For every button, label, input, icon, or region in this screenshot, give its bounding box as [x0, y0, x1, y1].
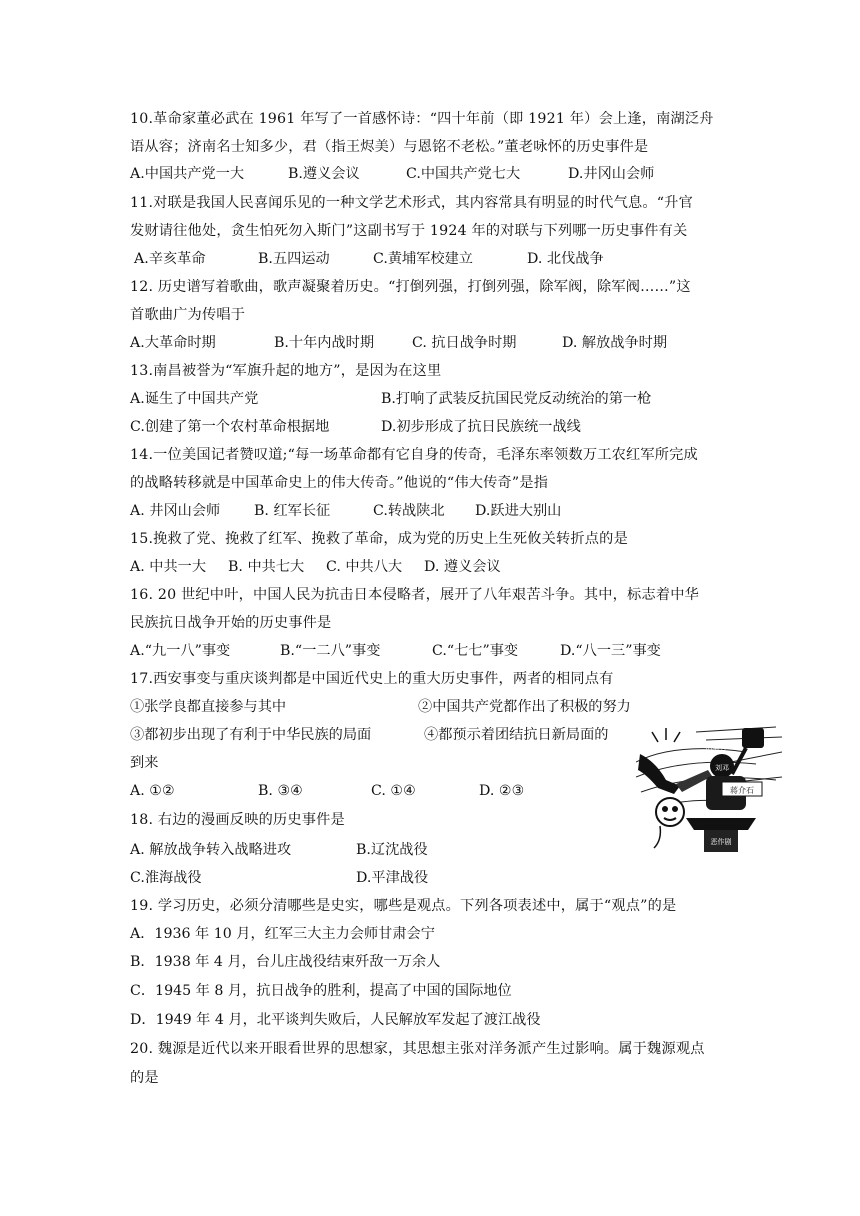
q16-option-b: B.“一二八”事变: [280, 643, 381, 659]
q17-option-b: B. ③④: [258, 783, 303, 799]
q13-stem-line1: 13.南昌被誉为“军旗升起的地方”，是因为在这里: [130, 363, 442, 379]
q15-option-c: C. 中共八大: [326, 559, 403, 575]
q17-stem-line1: 17.西安事变与重庆谈判都是中国近代史上的重大历史事件，两者的相同点有: [130, 671, 614, 687]
q19-option-b: B．1938 年 4 月，台儿庄战役结束歼敌一万余人: [130, 954, 441, 970]
q11-stem-line1: 11.对联是我国人民喜闻乐见的一种文学艺术形式，其内容常具有明显的时代气息。“升官: [130, 195, 693, 211]
q17-statement-4-cont: 到来: [130, 755, 159, 771]
q17-statement-3: ③都初步出现了有利于中华民族的局面: [130, 727, 372, 743]
q17-statement-1: ①张学良都直接参与其中: [130, 699, 287, 715]
q16-stem-line2: 民族抗日战争开始的历史事件是: [130, 615, 332, 631]
q17-statement-4: ④都预示着团结抗日新局面的: [424, 727, 609, 743]
q13-option-b: B.打响了武装反抗国民党反动统治的第一枪: [381, 391, 652, 407]
q12-option-d: D. 解放战争时期: [562, 335, 668, 351]
q14-option-c: C.转战陕北: [373, 503, 445, 519]
q12-stem-line2: 首歌曲广为传唱于: [130, 307, 246, 323]
q19-stem-line1: 19. 学习历史，必须分清哪些是史实，哪些是观点。下列各项表述中，属于“观点”的是: [130, 898, 677, 914]
cartoon-drawing: [636, 722, 782, 856]
q19-option-a: A．1936 年 10 月，红军三大主力会师甘肃会宁: [130, 926, 435, 942]
q10-option-a: A.中国共产党一大: [130, 166, 245, 182]
q14-option-a: A. 井冈山会师: [130, 503, 221, 519]
cartoon-label-mid: 刘邓: [715, 764, 729, 772]
q11-stem-line2: 发财请往他处，贪生怕死勿入斯门”这副书写于 1924 年的对联与下列哪一历史事件有关: [130, 223, 688, 239]
q15-option-b: B. 中共七大: [228, 559, 305, 575]
q17-option-c: C. ①④: [371, 783, 416, 799]
q14-stem-line2: 的战略转移就是中国革命史上的伟大传奇。”他说的“伟大传奇”是指: [130, 475, 549, 491]
cartoon-label-bottom: 恶作剧: [710, 838, 732, 846]
cartoon-label-chiang: 蒋介石: [730, 786, 754, 795]
q10-option-d: D.井冈山会师: [568, 166, 655, 182]
q10-option-c: C.中国共产党七大: [406, 166, 521, 182]
q15-stem-line1: 15.挽救了党、挽救了红军、挽救了革命，成为党的历史上生死攸关转折点的是: [130, 531, 628, 547]
q17-option-d: D. ②③: [479, 783, 525, 799]
q17-statement-2: ②中国共产党都作出了积极的努力: [418, 699, 631, 715]
q18-option-c: C.淮海战役: [130, 870, 202, 886]
q16-option-a: A.“九一八”事变: [130, 643, 231, 659]
q18-option-a: A. 解放战争转入战略进攻: [130, 842, 292, 858]
q17-option-a: A. ①②: [130, 783, 175, 799]
q15-option-d: D. 遵义会议: [424, 559, 501, 575]
q11-option-c: C.黄埔军校建立: [373, 251, 473, 267]
q18-option-d: D.平津战役: [356, 870, 429, 886]
q13-option-a: A.诞生了中国共产党: [130, 391, 259, 407]
q12-option-a: A.大革命时期: [130, 335, 216, 351]
q12-option-c: C. 抗日战争时期: [412, 335, 517, 351]
q10-stem-line1: 10.革命家董必武在 1961 年写了一首感怀诗：“四十年前（即 1921 年）会上逢，南湖泛舟: [130, 111, 714, 127]
q10-stem-line2: 语从容；济南名士知多少，君（指王烬美）与恩铭不老松。”董老咏怀的历史事件是: [130, 139, 649, 155]
q11-option-d: D. 北伐战争: [527, 251, 604, 267]
q13-option-c: C.创建了第一个农村革命根据地: [130, 419, 330, 435]
q14-option-b: B. 红军长征: [254, 503, 331, 519]
q11-option-b: B.五四运动: [258, 251, 330, 267]
q19-option-c: C．1945 年 8 月，抗日战争的胜利，提高了中国的国际地位: [130, 983, 512, 999]
q18-stem-line1: 18. 右边的漫画反映的历史事件是: [130, 812, 345, 828]
q14-stem-line1: 14.一位美国记者赞叹道;“每一场革命都有它自身的传奇，毛泽东率领数万工农红军所完成: [130, 447, 698, 463]
q19-option-d: D．1949 年 4 月，北平谈判失败后，人民解放军发起了渡江战役: [130, 1012, 541, 1028]
q12-option-b: B.十年内战时期: [274, 335, 375, 351]
q15-option-a: A. 中共一大: [130, 559, 207, 575]
q10-option-b: B.遵义会议: [288, 166, 360, 182]
q18-option-b: B.辽沈战役: [356, 842, 428, 858]
q12-stem-line1: 12. 历史谱写着歌曲，歌声凝聚着历史。“打倒列强，打倒列强，除军阀，除军阀……”这: [130, 279, 691, 295]
q11-option-a: A.辛亥革命: [134, 251, 206, 267]
q16-stem-line1: 16. 20 世纪中叶，中国人民为抗击日本侵略者，展开了八年艰苦斗争。其中，标志着中华: [130, 587, 699, 603]
q13-option-d: D.初步形成了抗日民族统一战线: [381, 419, 581, 435]
q14-option-d: D.跃进大别山: [475, 503, 562, 519]
cartoon-label-top: 旧势力: [705, 744, 727, 752]
q20-stem-line1: 20. 魏源是近代以来开眼看世界的思想家，其思想主张对洋务派产生过影响。属于魏源观点: [130, 1041, 705, 1057]
q16-option-c: C.“七七”事变: [432, 643, 519, 659]
q20-stem-line2: 的是: [130, 1070, 159, 1086]
q16-option-d: D.“八一三”事变: [560, 643, 661, 659]
political-cartoon: [636, 722, 782, 856]
